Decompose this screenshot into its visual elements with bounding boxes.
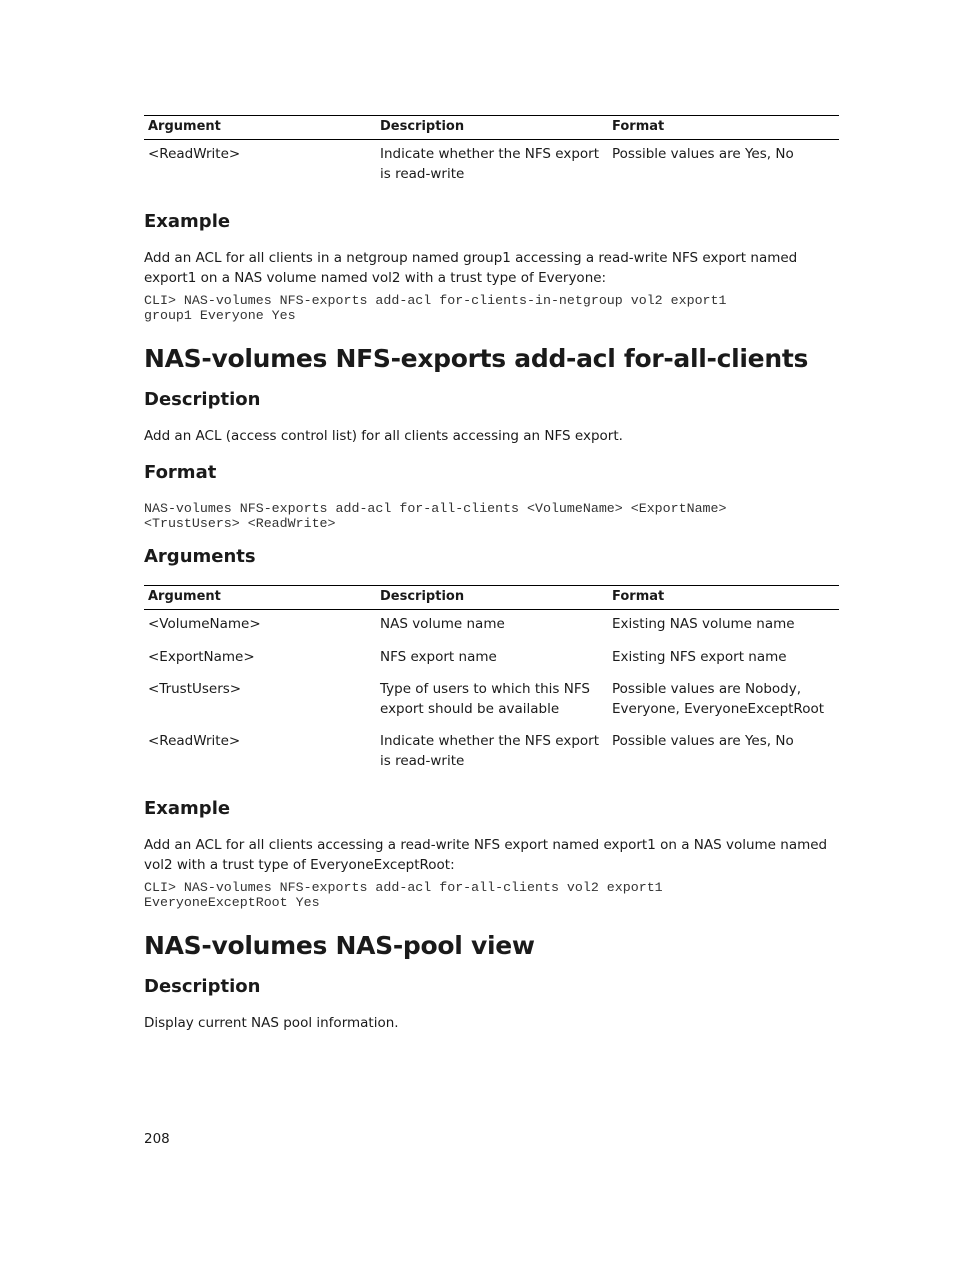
cell-argument: <TrustUsers> (148, 681, 242, 697)
table-header-row (144, 116, 839, 140)
cell-format: Possible values are Yes, No (612, 733, 794, 749)
table-row (144, 643, 839, 676)
page-content (144, 115, 839, 1033)
example-heading: Example (144, 798, 231, 819)
page-number: 208 (144, 1131, 170, 1147)
description-text: Add an ACL (access control list) for all clients accessing an NFS export. (144, 428, 623, 444)
section-title: NAS-volumes NFS-exports add-acl for-all-clients (144, 344, 809, 373)
table-row (144, 140, 839, 193)
cell-format: Existing NFS export name (612, 648, 787, 665)
description-text: Display current NAS pool information. (144, 1015, 399, 1031)
column-header-argument: Argument (144, 586, 376, 610)
cell-format: Possible values are Yes, No (612, 146, 794, 162)
cell-description: Type of users to which this NFS export should be available (380, 681, 590, 717)
column-header-argument: Argument (144, 116, 376, 140)
table-row (144, 727, 839, 779)
cell-description: Indicate whether the NFS export is read-write (380, 733, 600, 769)
example-text: Add an ACL for all clients accessing a read-write NFS export named export1 on a NAS volume named vol2 with a trust type of EveryoneExceptRoot: (144, 837, 828, 873)
format-code: NAS-volumes NFS-exports add-acl for-all-clients <VolumeName> <ExportName> <TrustUsers> <ReadWrite> (144, 501, 727, 531)
arguments-table-continued (144, 115, 839, 192)
example-code: CLI> NAS-volumes NFS-exports add-acl for-all-clients vol2 export1 EveryoneExceptRoot Yes (144, 880, 663, 910)
arguments-heading: Arguments (144, 546, 256, 567)
column-header-format: Format (608, 586, 839, 610)
description-heading: Description (144, 389, 261, 410)
section-title: NAS-volumes NAS-pool view (144, 931, 535, 960)
description-heading: Description (144, 976, 261, 997)
cell-argument: <VolumeName> (148, 616, 261, 632)
cell-description: NAS volume name (380, 616, 505, 632)
format-heading: Format (144, 462, 217, 483)
cell-argument: <ReadWrite> (148, 146, 241, 162)
example-code: CLI> NAS-volumes NFS-exports add-acl for-clients-in-netgroup vol2 export1 group1 Everyone Yes (144, 293, 727, 323)
example-text: Add an ACL for all clients in a netgroup named group1 accessing a read-write NFS export named export1 on a NAS volume named vol2 with a trust type of Everyone: (144, 250, 798, 286)
table-row (144, 675, 839, 727)
cell-description: Indicate whether the NFS export is read-write (380, 146, 600, 182)
table-header-row (144, 586, 839, 610)
cell-description: NFS export name (380, 648, 497, 665)
cell-argument: <ExportName> (148, 648, 255, 665)
cell-format: Existing NAS volume name (612, 616, 795, 632)
cell-argument: <ReadWrite> (148, 733, 241, 749)
column-header-format: Format (608, 116, 839, 140)
table-row (144, 610, 839, 643)
column-header-description: Description (376, 586, 608, 610)
cell-format: Possible values are Nobody, Everyone, EveryoneExceptRoot (612, 681, 825, 717)
column-header-description: Description (376, 116, 608, 140)
example-heading: Example (144, 211, 231, 232)
arguments-table (144, 585, 839, 779)
